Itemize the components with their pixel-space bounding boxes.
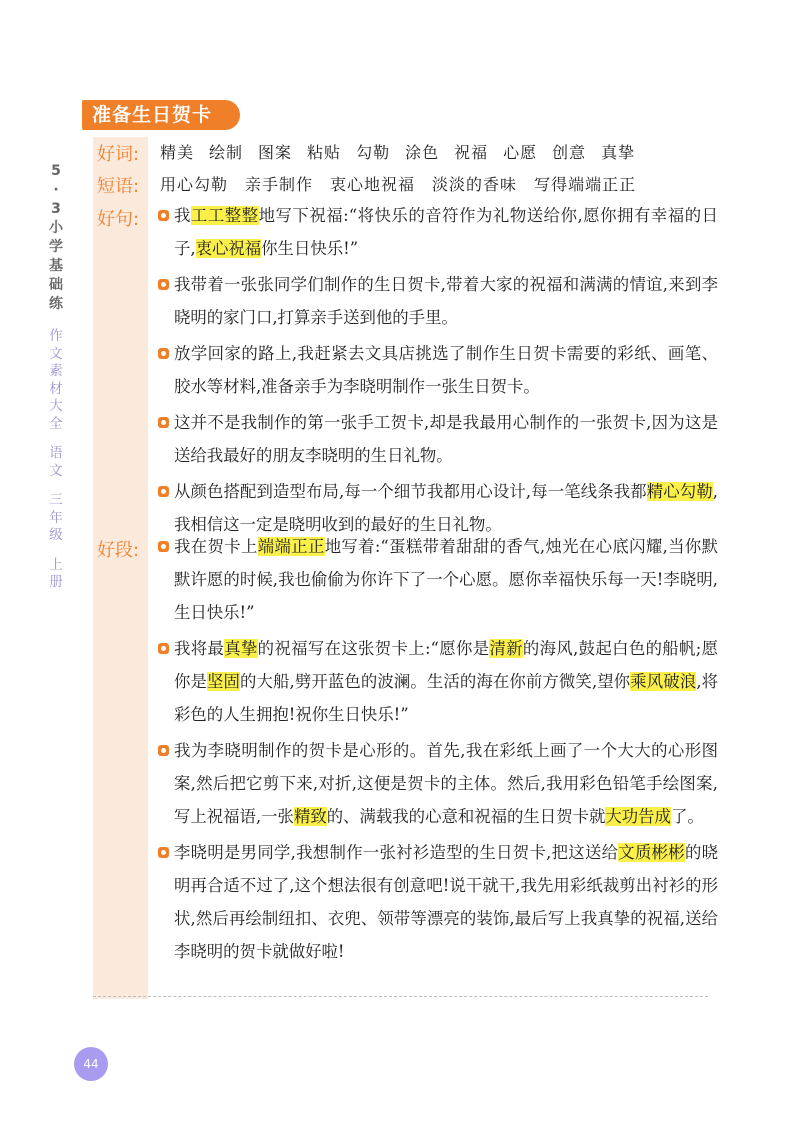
sidebar-brand: 5 · 3 小 学 基 础 练 [49, 163, 63, 312]
text-segment: 我在贺卡上 [174, 537, 258, 556]
sentences-list [158, 199, 718, 544]
highlighted-phrase: 文质彬彬 [618, 843, 685, 862]
text-segment: 了。 [670, 807, 704, 826]
paragraph-item [158, 632, 718, 731]
text-segment: 你生日快乐!” [261, 239, 359, 258]
text-segment: 放学回家的路上,我赶紧去文具店挑选了制作生日贺卡需要的彩纸、画笔、胶水等材料,准备亲手为李晓明制作一张生日贺卡。 [174, 344, 718, 396]
good-word: 精美 [160, 143, 195, 162]
page-number: 44 [74, 1047, 108, 1081]
bullet-icon [158, 847, 169, 858]
paragraph-item [158, 530, 718, 629]
highlighted-phrase: 精心勾勒 [646, 482, 713, 501]
highlighted-phrase: 真挚 [224, 639, 258, 658]
text-segment: 我 [174, 206, 191, 225]
good-word: 创意 [552, 143, 587, 162]
good-word: 祝福 [454, 143, 489, 162]
label-good-words: 好词: [97, 144, 140, 165]
vertical-sidebar [44, 162, 68, 592]
text-segment: 这并不是我制作的第一张手工贺卡,却是我最用心制作的一张贺卡,因为这是送给我最好的朋友李晓明的生日礼物。 [174, 413, 718, 465]
text-segment: 的祝福写在这张贺卡上:“愿你是 [257, 639, 490, 658]
highlighted-phrase: 衷心祝福 [195, 239, 262, 258]
highlighted-phrase: 清新 [489, 639, 523, 658]
good-word: 绘制 [209, 143, 244, 162]
label-good-paragraphs: 好段: [97, 540, 140, 561]
bullet-icon [158, 210, 169, 221]
good-phrase: 淡淡的香味 [432, 175, 518, 194]
text-segment: 的晓明再合适不过了,这个想法很有创意吧!说干就干,我先用彩纸裁剪出衬衫的形状,然后再绘制纽扣、衣兜、领带等漂亮的装饰,最后写上我真挚的祝福,送给李晓明的贺卡就做好啦! [174, 843, 719, 961]
sentence-item [158, 406, 718, 472]
highlighted-phrase: 坚固 [207, 672, 241, 691]
highlighted-phrase: 乘风破浪 [630, 672, 697, 691]
text-segment: 我将最 [174, 639, 225, 658]
bottom-divider [93, 996, 708, 997]
good-phrase: 写得端端正正 [534, 175, 637, 194]
paragraph-item [158, 836, 718, 968]
sentence-item [158, 337, 718, 403]
highlighted-phrase: 精致 [293, 807, 327, 826]
bullet-icon [158, 541, 169, 552]
label-phrases: 短语: [97, 176, 140, 197]
text-segment: 地写着:“蛋糕带着甜甜的香气,烛光在心底闪耀,当你默默许愿的时候,我也偷偷为你许下了一个心愿。愿你幸福快乐每一天!李晓明,生日快乐!” [174, 537, 719, 622]
text-segment: ,将彩色的人生拥抱!祝你生日快乐!” [174, 672, 719, 724]
sentence-item [158, 268, 718, 334]
text-segment: 的海风,鼓起白色的船帆;愿你是 [174, 639, 719, 691]
text-segment: 地写下祝福:“将快乐的音符作为礼物送给你,愿你拥有幸福的日子, [174, 206, 719, 258]
highlighted-phrase: 端端正正 [257, 537, 325, 556]
good-phrase: 用心勾勒 [160, 175, 229, 194]
bullet-icon [158, 486, 169, 497]
sidebar-book-info: 作 文 素 材 大 全 语 文 三 年 级 上 册 [49, 328, 63, 590]
good-word: 图案 [258, 143, 293, 162]
side-panel [93, 137, 148, 999]
good-word: 涂色 [405, 143, 440, 162]
paragraph-item [158, 734, 718, 833]
bullet-icon [158, 417, 169, 428]
highlighted-phrase: 工工整整 [190, 206, 259, 225]
bullet-icon [158, 745, 169, 756]
phrases-row [160, 172, 653, 195]
label-good-sentences: 好句: [97, 209, 140, 230]
good-word: 粘贴 [307, 143, 342, 162]
sentence-item [158, 199, 718, 265]
bullet-icon [158, 279, 169, 290]
text-segment: 我为李晓明制作的贺卡是心形的。首先,我在彩纸上画了一个大大的心形图案,然后把它剪下来,对折,这便是贺卡的主体。然后,我用彩色铅笔手绘图案,写上祝福语,一张 [174, 741, 718, 826]
section-title: 准备生日贺卡 [82, 100, 240, 130]
good-word: 勾勒 [356, 143, 391, 162]
text-segment: 的、满载我的心意和祝福的生日贺卡就 [326, 807, 606, 826]
good-phrase: 衷心地祝福 [330, 175, 416, 194]
text-segment: 从颜色搭配到造型布局,每一个细节我都用心设计,每一笔线条我都 [174, 482, 647, 501]
paragraphs-list [158, 530, 718, 971]
text-segment: 我带着一张张同学们制作的生日贺卡,带着大家的祝福和满满的情谊,来到李晓明的家门口,打算亲手送到他的手里。 [174, 275, 718, 327]
highlighted-phrase: 大功告成 [605, 807, 671, 826]
good-word: 心愿 [503, 143, 538, 162]
text-segment: ,我相信这一定是晓明收到的最好的生日礼物。 [174, 482, 719, 534]
text-segment: 李晓明是男同学,我想制作一张衬衫造型的生日贺卡,把这送给 [174, 843, 619, 862]
good-phrase: 亲手制作 [245, 175, 314, 194]
bullet-icon [158, 348, 169, 359]
bullet-icon [158, 643, 169, 654]
text-segment: 的大船,劈开蓝色的波澜。生活的海在你前方微笑,望你 [240, 672, 631, 691]
good-word: 真挚 [601, 143, 636, 162]
good-words-row [160, 140, 650, 163]
